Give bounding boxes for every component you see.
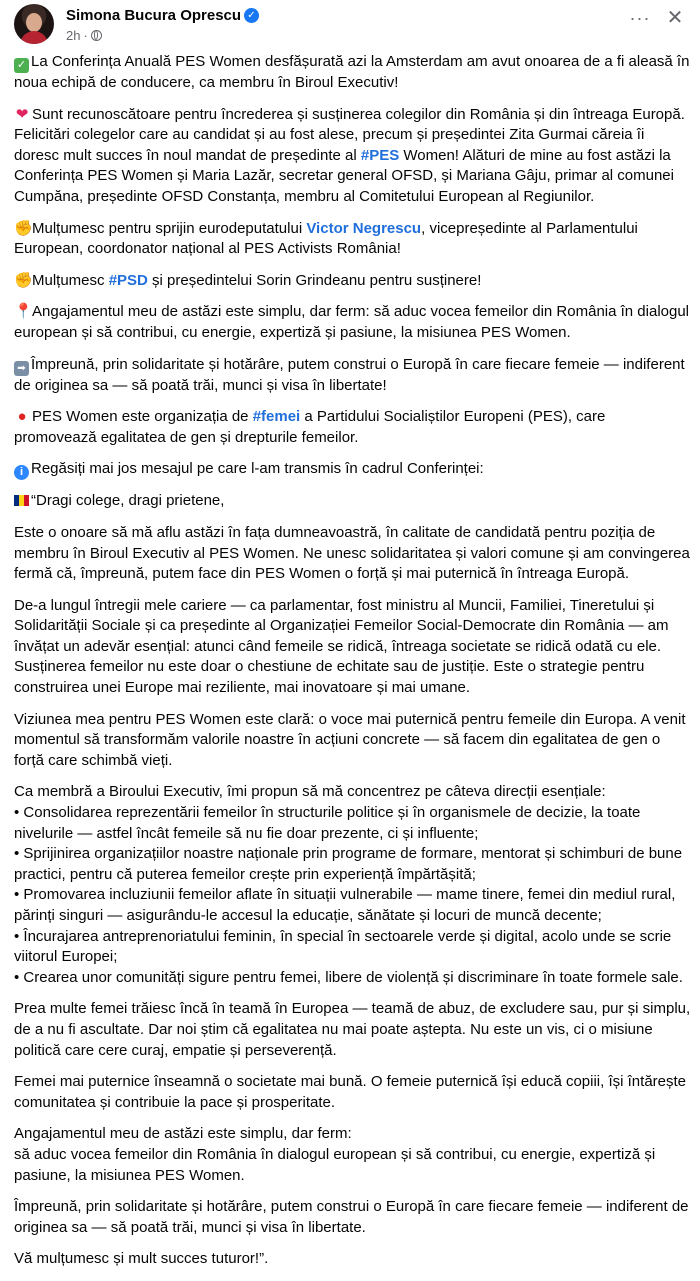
check-mark-icon: ✓ <box>14 58 29 73</box>
romania-flag-icon <box>14 495 29 506</box>
mention-victor-negrescu[interactable]: Victor Negrescu <box>306 219 422 237</box>
paragraph-13: Ca membră a Biroului Executiv, îmi propun să mă concentrez pe câteva direcții esențiale: • Consolidarea reprezentării femeilor în structurile politice și în organismele de decizie, la toate nivelurile — astfel încât femeile să nu fie doar prezente, ci și influente; • Sprijinirea organizațiilor noastre naționale prin programe de formare, mentorat și schimburi de bune practici, pentru că puterea femeilor crește prin experiență împărtășită; • Promovarea incluziunii femeilor aflate în situații vulnerabile — mame tinere, femei din mediul rural, părinți singuri — asigurându-le accesul la educație, sănătate și locuri de muncă decente; • Încurajarea antreprenoriatului feminin, în special în sectoarele verde și digital, acolo unde se scrie viitorul Europei; • Crearea unor comunități sigure pentru femei, libere de violență și discriminare în toate formele sale. <box>14 783 683 986</box>
pushpin-icon: 📍 <box>14 303 33 321</box>
info-icon: i <box>14 465 29 480</box>
avatar-body <box>20 31 48 44</box>
paragraph-2: ❤ Sunt recunoscătoare pentru încrederea și susținerea colegilor din România și din întreaga Europă. Felicitări colegelor care au candidat și au fost alese, precum și președintei Zita Gurmai căreia îi doresc mult succes în noul mandat de președinte al #PES Women! Alături de mine au fost astăzi la Conferința PES Women și Maria Lazăr, secretar general OFSD, și Mariana Gâju, primar al comunei Cumpăna, președinte OFSD Constanța, membru al Comitetului European al Regiunilor. <box>14 105 685 205</box>
post-time[interactable]: 2h <box>66 28 81 43</box>
bullet-5: • Crearea unor comunități sigure pentru femei, libere de violență și discriminare în toate formele sale. <box>14 968 683 986</box>
paragraph-5: 📍Angajamentul meu de astăzi este simplu, dar ferm: să aduc vocea femeilor din România în dialogul european și să contribui, cu energie, expertiză și pasiune, la misiunea PES Women. <box>14 303 690 341</box>
paragraph-11: De-a lungul întregii mele cariere — ca parlamentar, fost ministru al Muncii, Familiei, Tineretului și Solidarității Sociale și ca președinte al Organizației Femeilor Social-Democrate din România — am învățat un adevăr esențial: atunci când femeile se ridică, întreaga societate se ridică odată cu ele. Susținerea femeilor nu este doar o chestiune de echitate sau de justiție. Este o strategie pentru construirea unei Europe mai reziliente, mai inovatoare și mai umane. <box>14 596 669 697</box>
paragraph-9: “Dragi colege, dragi prietene, <box>14 491 692 512</box>
heart-icon: ❤ <box>15 105 29 123</box>
hashtag-femei[interactable]: #femei <box>252 408 301 426</box>
author-name[interactable]: Simona Bucura Oprescu <box>66 7 242 24</box>
more-options-button[interactable]: ··· <box>629 8 651 28</box>
bullet-4: • Încurajarea antreprenoriatului feminin, în special în sectoarele verde și digital, acolo unde se scrie viitorul Europei; <box>14 927 672 966</box>
red-circle-icon: ● <box>17 408 27 426</box>
handshake-icon: ✊ <box>14 271 33 289</box>
avatar-face <box>26 13 42 32</box>
paragraph-10: Este o onoare să mă aflu astăzi în fața dumneavoastră, în calitate de candidată pentru poziția de membru în Biroul Executiv al PES Women. Ne unesc solidaritatea și valori comune și am convingerea fermă că, împreună, putem face din PES Women o forță și mai puternică în întreaga Europă. <box>14 523 690 583</box>
post-header <box>14 4 686 48</box>
hashtag-pes[interactable]: #PES <box>360 146 400 164</box>
author-avatar[interactable] <box>14 4 54 44</box>
separator-dot: · <box>83 28 88 43</box>
bullet-3: • Promovarea incluziunii femeilor aflate în situații vulnerabile — mame tinere, femei din mediul rural, părinți singuri — asigurându-le accesul la educație, sănătate și locuri de muncă decente; <box>14 886 676 924</box>
post-text <box>14 52 692 1281</box>
public-globe-icon <box>91 30 102 41</box>
paragraph-3: ✊Mulțumesc pentru sprijin eurodeputatului Victor Negrescu, vicepreședinte al Parlamentului European, coordonator național al PES Activists România! <box>14 219 638 258</box>
right-arrow-icon: ➡ <box>14 361 29 376</box>
paragraph-17: Împreună, prin solidaritate și hotărâre, putem construi o Europă în care fiecare femeie — indiferent de originea sa — să poată trăi, munci și visa în libertate. <box>14 1198 689 1236</box>
paragraph-12: Viziunea mea pentru PES Women este clară: o voce mai puternică pentru femeile din Europa. A venit momentul să transformăm valorile noastre în acțiuni concrete — să facem din egalitatea de gen o forță care schimbă vieți. <box>14 710 686 769</box>
paragraph-7: ● PES Women este organizația de #femei a Partidului Socialiștilor Europeni (PES), care promovează egalitatea de gen și drepturile femeilor. <box>14 408 606 446</box>
paragraph-6: ➡ Împreună, prin solidaritate și hotărâre, putem construi o Europă în care fiecare femeie — indiferent de originea sa — să poată trăi, munci și visa în libertate! <box>14 355 685 394</box>
paragraph-18: Vă mulțumesc și mult succes tuturor!”. <box>14 1250 269 1268</box>
paragraph-1: ✓ La Conferința Anuală PES Women desfășurată azi la Amsterdam am avut onoarea de a fi aleasă în noua echipă de conducere, ca membru în Biroul Executiv! <box>14 53 690 91</box>
bullet-2: • Sprijinirea organizațiilor noastre naționale prin programe de formare, mentorat și schimburi de bune practici, pentru că puterea femeilor crește prin experiență împărtășită; <box>14 845 683 883</box>
verified-badge-icon: ✓ <box>244 8 259 23</box>
bullet-1: • Consolidarea reprezentării femeilor în structurile politice și în organismele de decizie, la toate nivelurile — astfel încât femeile să nu fie doar prezente, ci și influente; <box>14 804 641 842</box>
paragraph-8: i Regăsiți mai jos mesajul pe care l-am transmis în cadrul Conferinței: <box>14 459 692 480</box>
paragraph-16: Angajamentul meu de astăzi este simplu, dar ferm: să aduc vocea femeilor din România în dialogul european și să contribui, cu energie, expertiză și pasiune, la misiunea PES Women. <box>14 1125 656 1184</box>
close-icon[interactable]: ✕ <box>666 7 684 29</box>
handshake-icon: ✊ <box>14 219 33 237</box>
paragraph-4: ✊Mulțumesc #PSD și președintelui Sorin Grindeanu pentru susținere! <box>14 271 692 292</box>
hashtag-psd[interactable]: #PSD <box>108 271 148 289</box>
paragraph-15: Femei mai puternice înseamnă o societate mai bună. O femeie puternică își educă copiii, își întărește comunitatea și contribuie la pace și prosperitate. <box>14 1073 687 1111</box>
paragraph-14: Prea multe femei trăiesc încă în teamă în Europea — teamă de abuz, de excludere sau, pur și simplu, de a nu fi ascultate. Dar noi știm că egalitatea nu mai poate aștepta. Nu este un vis, ci o misiune politică care cere curaj, empatie și perseverență. <box>14 1000 691 1059</box>
post-meta <box>66 28 102 43</box>
